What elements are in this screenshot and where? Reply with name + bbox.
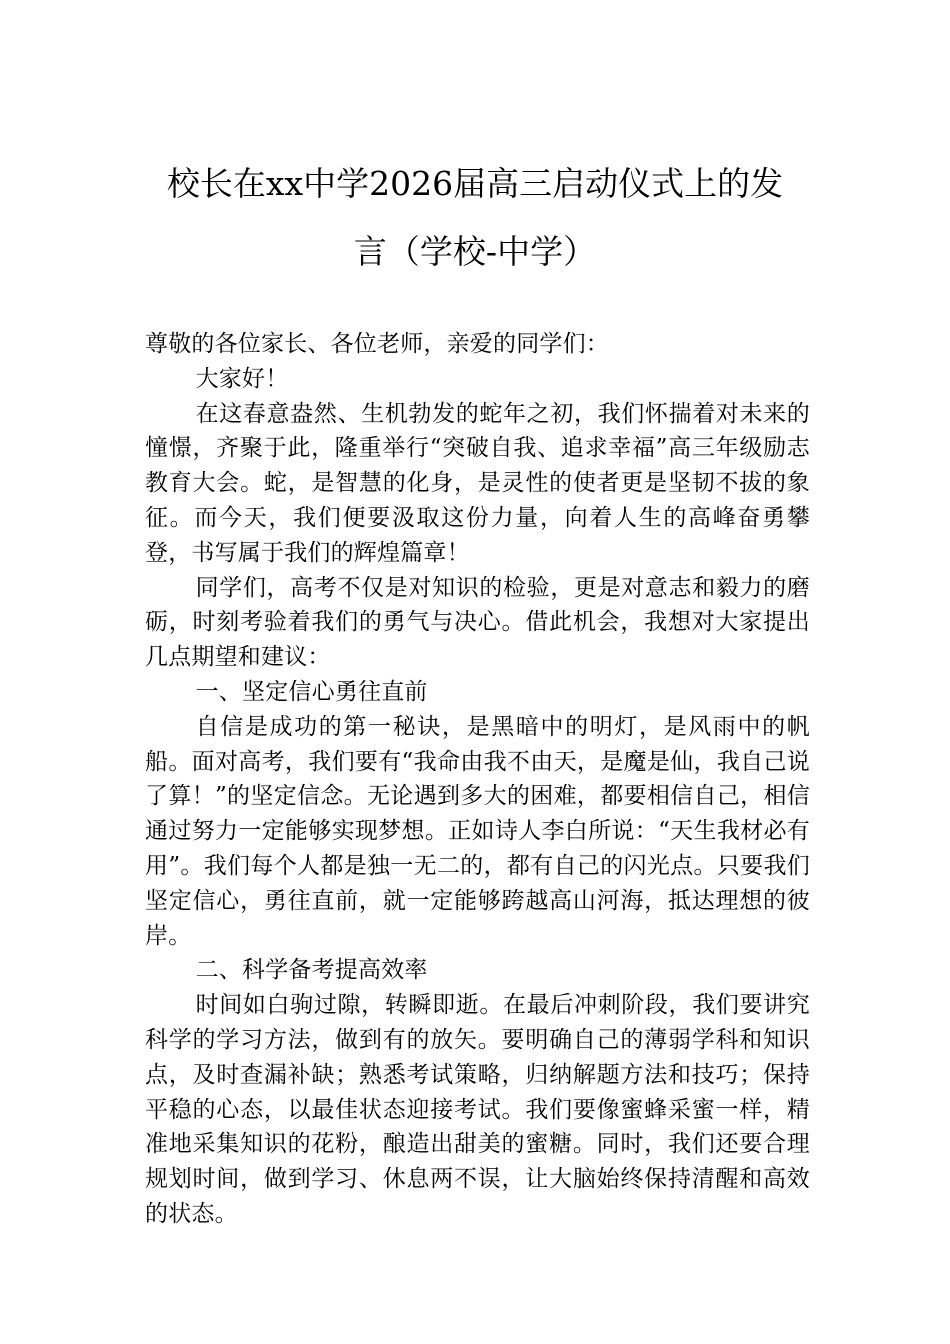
section-1-paragraph: 自信是成功的第一秘诀，是黑暗中的明灯，是风雨中的帆船。面对高考，我们要有“我命由我不由天，是魔是仙，我自己说了算！”的坚定信念。无论遇到多大的困难，都要相信自己，相信通过努力一定能够实现梦想。正如诗人李白所说：“天生我材必有用”。我们每个人都是独一无二的，都有自己的闪光点。只要我们坚定信心，勇往直前，就一定能够跨越高山河海，抵达理想的彼岸。 <box>145 713 810 949</box>
section-2-paragraph: 时间如白驹过隙，转瞬即逝。在最后冲刺阶段，我们要讲究科学的学习方法，做到有的放矢。要明确自己的薄弱学科和知识点，及时查漏补缺；熟悉考试策略，归纳解题方法和技巧；保持平稳的心态，以最佳状态迎接考试。我们要像蜜蜂采蜜一样，精准地采集知识的花粉，酿造出甜美的蜜糖。同时，我们还要合理规划时间，做到学习、休息两不误，让大脑始终保持清醒和高效的状态。 <box>145 992 810 1227</box>
greeting: 大家好！ <box>195 365 289 392</box>
paragraph-expectations: 同学们，高考不仅是对知识的检验，更是对意志和毅力的磨砺，时刻考验着我们的勇气与决心。借此机会，我想对大家提出几点期望和建议： <box>145 574 810 671</box>
document-body <box>145 327 810 1232</box>
section-1-heading: 一、坚定信心勇往直前 <box>195 678 428 705</box>
salutation: 尊敬的各位家长、各位老师，亲爱的同学们： <box>145 331 609 357</box>
document-title <box>120 150 830 286</box>
title-line-1: 校长在xx中学2026届高三启动仪式上的发 <box>166 164 784 203</box>
section-2-heading: 二、科学备考提高效率 <box>195 957 428 984</box>
paragraph-intro: 在这春意盎然、生机勃发的蛇年之初，我们怀揣着对未来的憧憬，齐聚于此，隆重举行“突破自我、追求幸福”高三年级励志教育大会。蛇，是智慧的化身，是灵性的使者更是坚韧不拔的象征。而今天，我们便要汲取这份力量，向着人生的高峰奋勇攀登，书写属于我们的辉煌篇章！ <box>145 400 810 566</box>
title-line-2: 言（学校-中学） <box>353 232 597 271</box>
